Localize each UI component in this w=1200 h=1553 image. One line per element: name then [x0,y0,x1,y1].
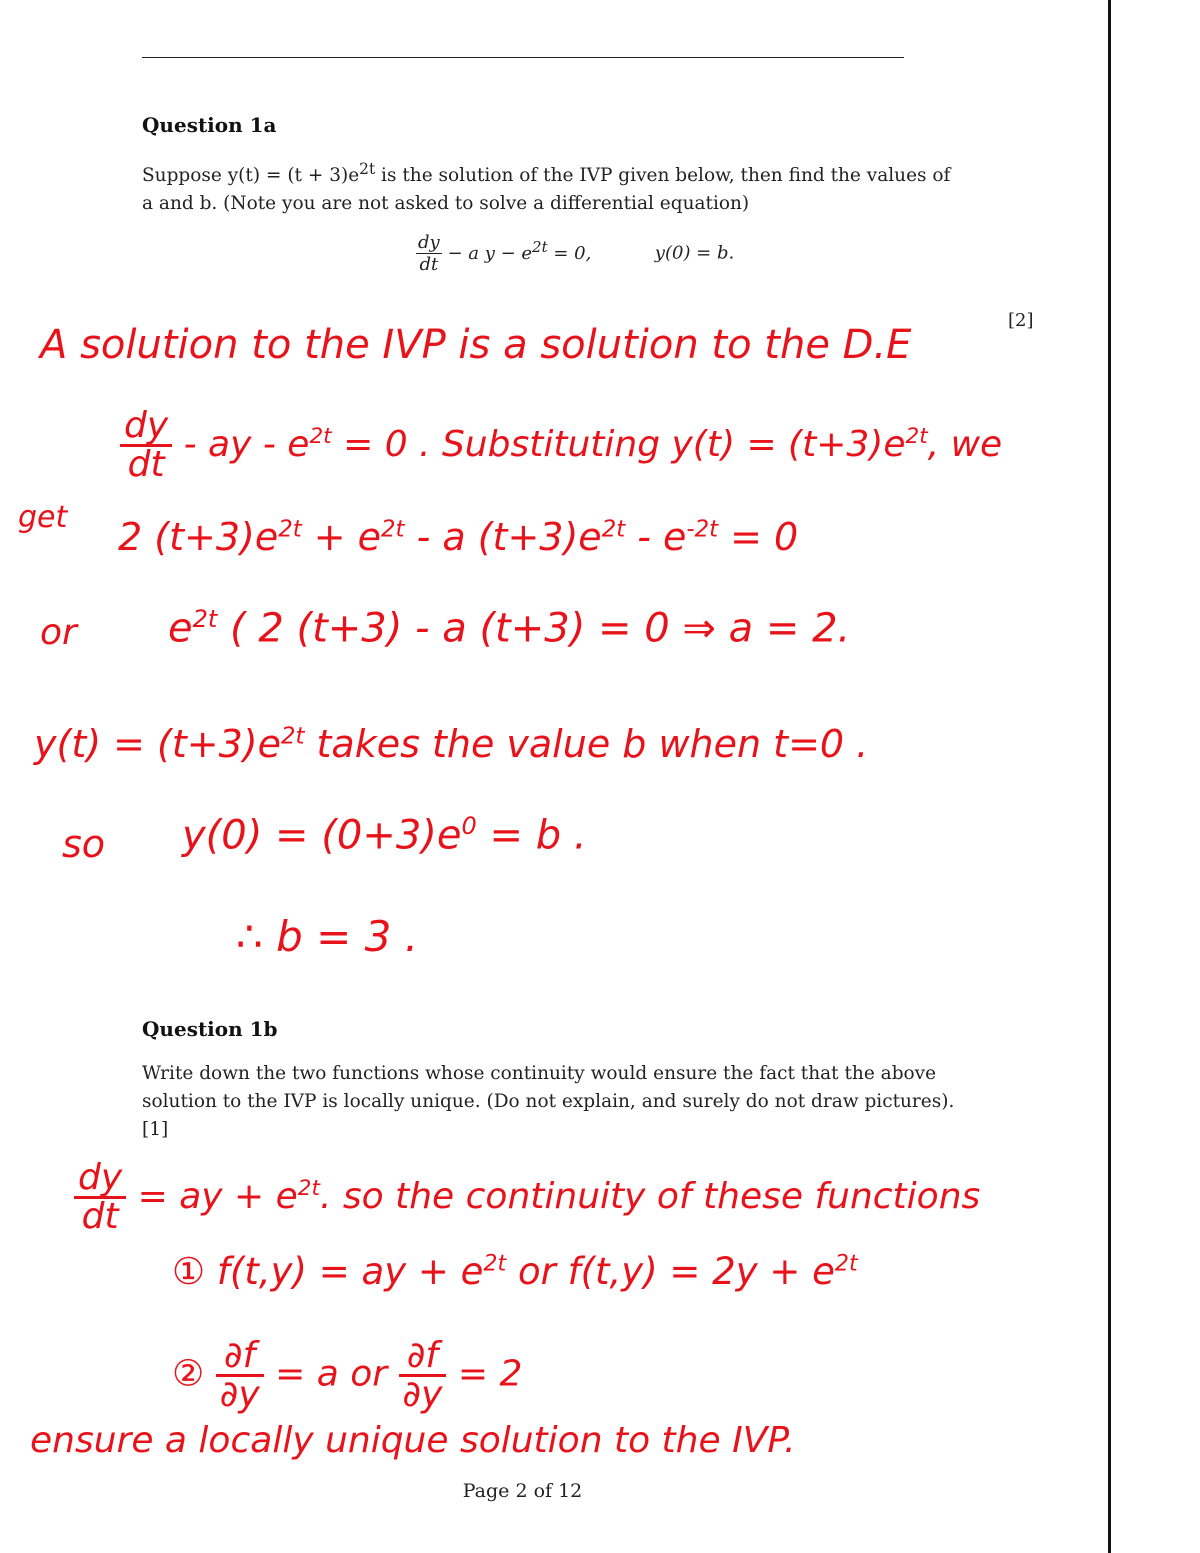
partial-f-partial-y-a: $\frac{\partial f}{\partial y}$ [216,1338,264,1413]
answer-1a-line-6: $y(0) = (0+3)e^0 = b$ . [182,812,587,859]
question-1b-title: Question 1b [142,1017,278,1041]
page-number: Page 2 of 12 [462,1480,583,1502]
question-1a-marks: [2] [1008,310,1034,331]
answer-1a-line-5: $y(t) = (t+3)e^{2t}$ takes the value b when t=0 . [34,722,869,766]
question-1a-prompt [142,155,1032,218]
question-1a-prompt-line-1: Suppose $y(t) = (t + 3)e^{2t}$ is the solution of the IVP given below, then find the values of [142,160,951,187]
answer-1a-line-4: $e^{2t}$ ( 2 (t+3) - a (t+3) = 0 ⇒ a = 2. [168,605,851,652]
question-1b-prompt-line-2: solution to the IVP is locally unique. (Do not explain, and surely do not draw pictures). [142,1091,955,1112]
answer-1b-item-2 [172,1335,523,1415]
answer-1a-line-3: 2 $(t+3)e^{2t} + e^{2t} - a$ $(t+3)e^{2t} - e^{-2t} = 0$ [118,515,799,559]
answer-1a-dy-dt: $\frac{dy}{dt}$ [120,408,172,483]
answer-1b-line-1 [74,1157,981,1237]
question-1b-prompt [142,1060,1032,1144]
page-right-border [1108,0,1111,1553]
question-1b-marks: [1] [142,1119,169,1140]
answer-1a-line-2 [120,405,1003,485]
question-1a-title: Question 1a [142,113,277,137]
answer-1a-line-7: ∴ b = 3 . [236,912,419,961]
answer-1b-item-1: ① f(t,y) = ay + $e^{2t}$ or $f(t,y) = 2y + e^{2t}$ [172,1250,858,1293]
answer-1b-dy-dt: $\frac{dy}{dt}$ [74,1160,126,1235]
dy-dt-fraction: $\frac{dy}{dt}$ [418,232,440,275]
equation-rest: − a $y - e^{2t} = 0$, [447,237,592,264]
answer-1a-so: so [62,822,106,866]
answer-1a-line-1: A solution to the IVP is a solution to the D.E [40,322,912,368]
answer-1b-item-2-marker: ② [172,1353,205,1395]
answer-1b-final-line: ensure a locally unique solution to the IVP. [30,1420,796,1461]
answer-1b-item-2-end: = 2 [457,1353,523,1395]
answer-1a-or: or [40,612,77,653]
initial-condition: y(0) = b. [654,242,735,264]
partial-f-partial-y-b: $\frac{\partial f}{\partial y}$ [399,1338,447,1413]
question-1b-prompt-line-1: Write down the two functions whose continuity would ensure the fact that the above [142,1063,937,1084]
answer-1a-get: get [18,500,68,535]
ivp-equation [416,232,734,275]
answer-1b-item-2-mid: = a or [275,1353,388,1395]
answer-1a-line-2-text: - ay - $e^{2t} = 0$ . Substituting $y(t) = (t+3)e^{2t}$, we [183,423,1003,465]
header-rule [142,57,904,58]
question-1a-prompt-line-2: a and b. (Note you are not asked to solve a differential equation) [142,193,750,215]
answer-1b-line-1-text: = ay + $e^{2t}$. so the continuity of these functions [137,1175,981,1217]
